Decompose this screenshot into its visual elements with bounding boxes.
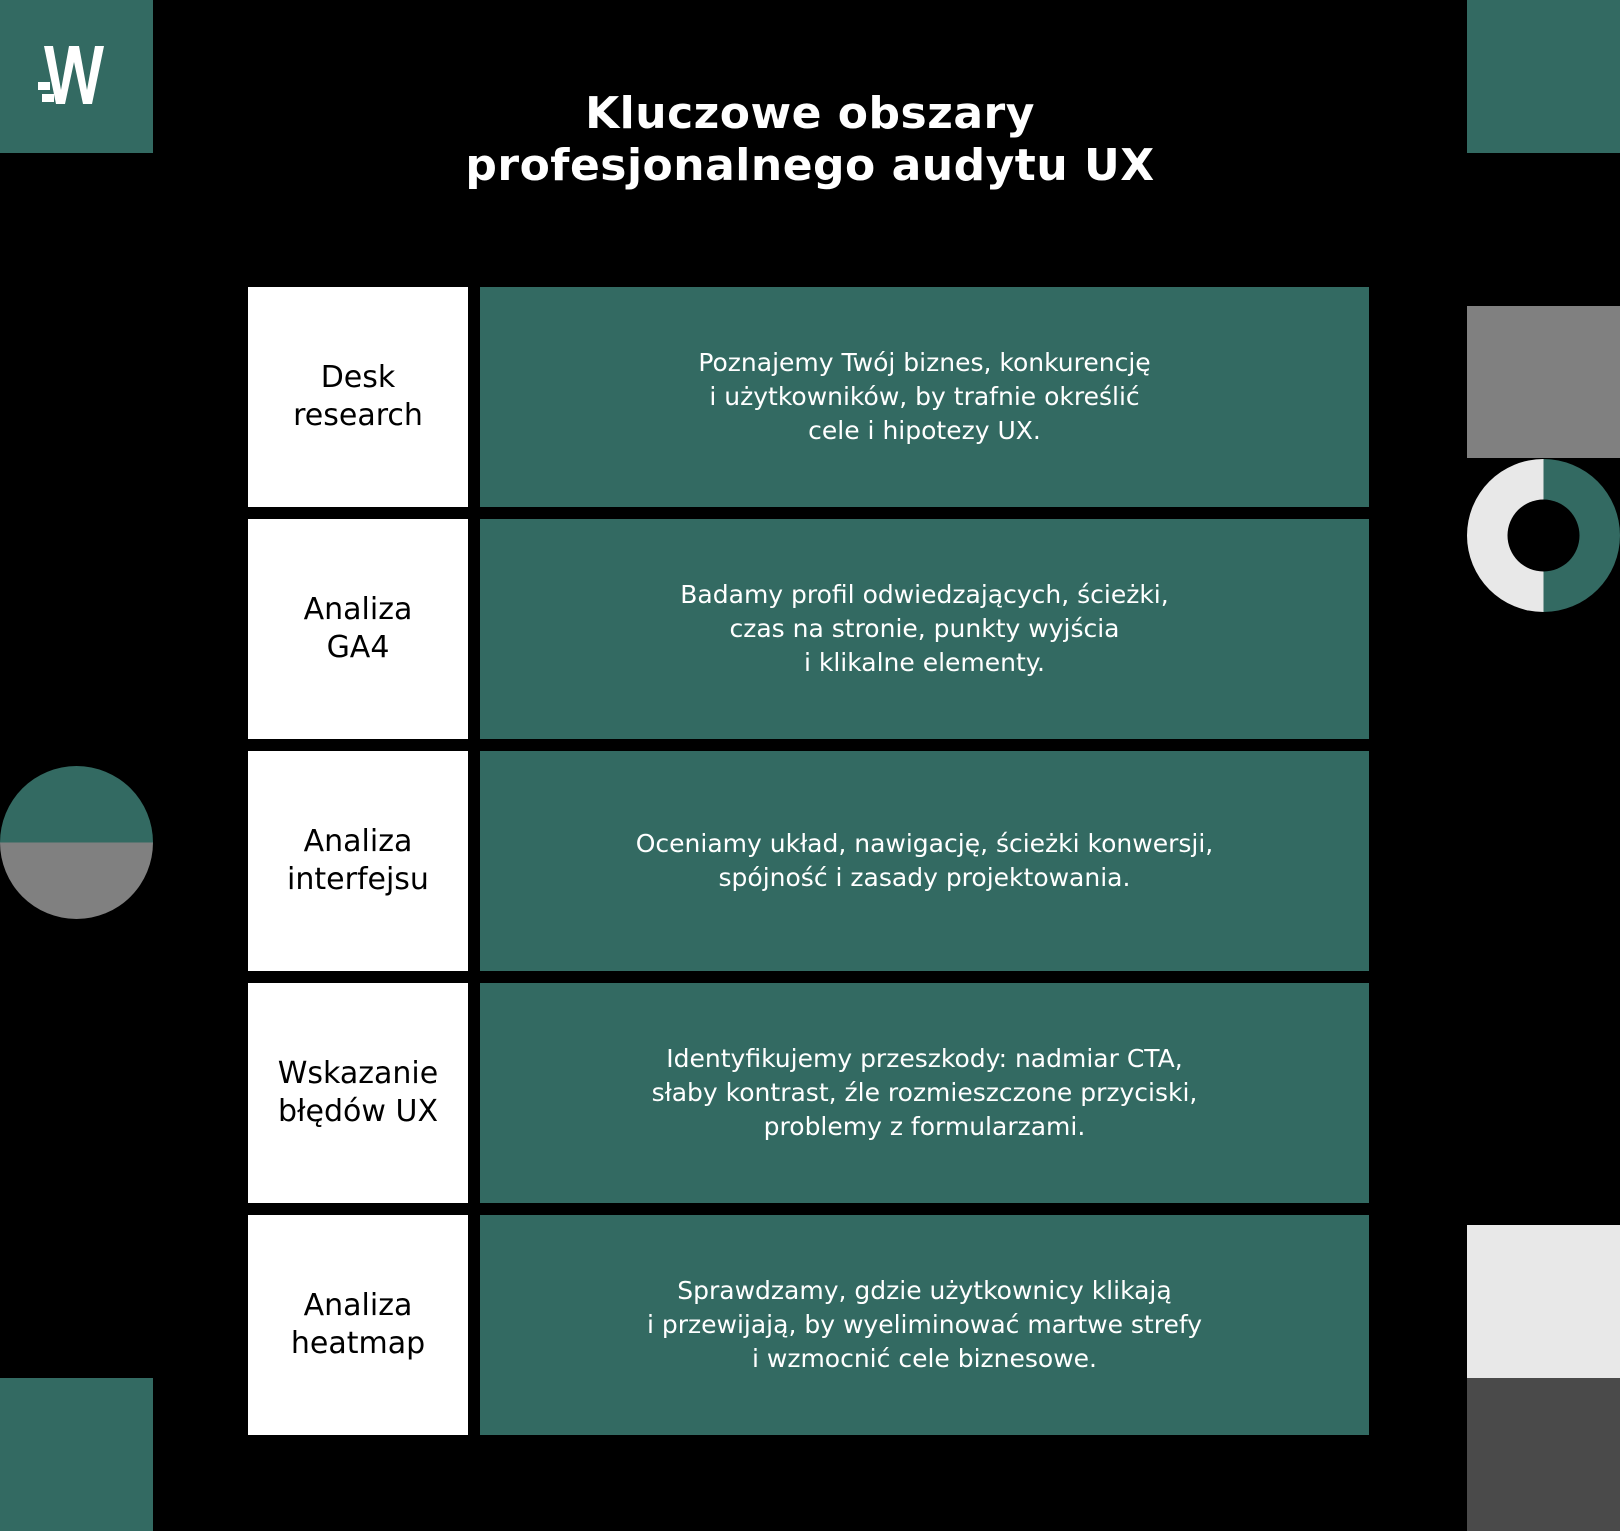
description-line: cele i hipotezy UX.: [808, 416, 1041, 445]
description-line: Oceniamy układ, nawigację, ścieżki konwersji,: [635, 829, 1214, 858]
label-line: GA4: [326, 630, 390, 665]
description-line: Identyfikujemy przeszkody: nadmiar CTA,: [666, 1044, 1183, 1073]
label-line: Analiza: [303, 1288, 413, 1323]
deco-square-dark-right: [1467, 1378, 1620, 1531]
label-line: Wskazanie: [277, 1056, 439, 1091]
description-line: Badamy profil odwiedzających, ścieżki,: [680, 580, 1169, 609]
row-label: [248, 751, 468, 971]
deco-ring-right: [1467, 459, 1620, 612]
row-description: [480, 751, 1369, 971]
deco-square-light-right: [1467, 1225, 1620, 1378]
title-line-2: profesjonalnego audytu UX: [465, 140, 1155, 191]
row-analiza-heatmap: [248, 1215, 1369, 1435]
label-line: interfejsu: [287, 862, 429, 897]
description-line: spójność i zasady projektowania.: [718, 863, 1131, 892]
label-line: Desk: [320, 360, 396, 395]
deco-square-bottom-left: [0, 1378, 153, 1531]
row-desk-research: [248, 287, 1369, 507]
description-line: problemy z formularzami.: [763, 1112, 1086, 1141]
row-label: [248, 287, 468, 507]
description-line: Sprawdzamy, gdzie użytkownicy klikają: [677, 1276, 1172, 1305]
description-line: i wzmocnić cele biznesowe.: [751, 1344, 1097, 1373]
row-description: [480, 1215, 1369, 1435]
row-wskazanie-bledow: [248, 983, 1369, 1203]
row-label: [248, 519, 468, 739]
description-line: i użytkowników, by trafnie określić: [709, 382, 1140, 411]
description-line: i klikalne elementy.: [803, 648, 1045, 677]
description-line: czas na stronie, punkty wyjścia: [729, 614, 1120, 643]
title-line-1: Kluczowe obszary: [585, 88, 1035, 139]
row-description: [480, 287, 1369, 507]
row-label: [248, 1215, 468, 1435]
label-line: heatmap: [290, 1326, 426, 1361]
page-title: [0, 88, 1620, 192]
row-analiza-ga4: [248, 519, 1369, 739]
description-line: Poznajemy Twój biznes, konkurencję: [698, 348, 1151, 377]
description-line: i przewijają, by wyeliminować martwe strefy: [646, 1310, 1202, 1339]
deco-square-gray-right: [1467, 306, 1620, 458]
label-line: Analiza: [303, 824, 413, 859]
label-line: Analiza: [303, 592, 413, 627]
row-description: [480, 519, 1369, 739]
row-description: [480, 983, 1369, 1203]
description-line: słaby kontrast, źle rozmieszczone przyciski,: [651, 1078, 1198, 1107]
row-label: [248, 983, 468, 1203]
row-analiza-interfejsu: [248, 751, 1369, 971]
deco-half-circle-left: [0, 766, 153, 919]
label-line: błędów UX: [277, 1094, 438, 1129]
label-line: research: [293, 398, 423, 433]
